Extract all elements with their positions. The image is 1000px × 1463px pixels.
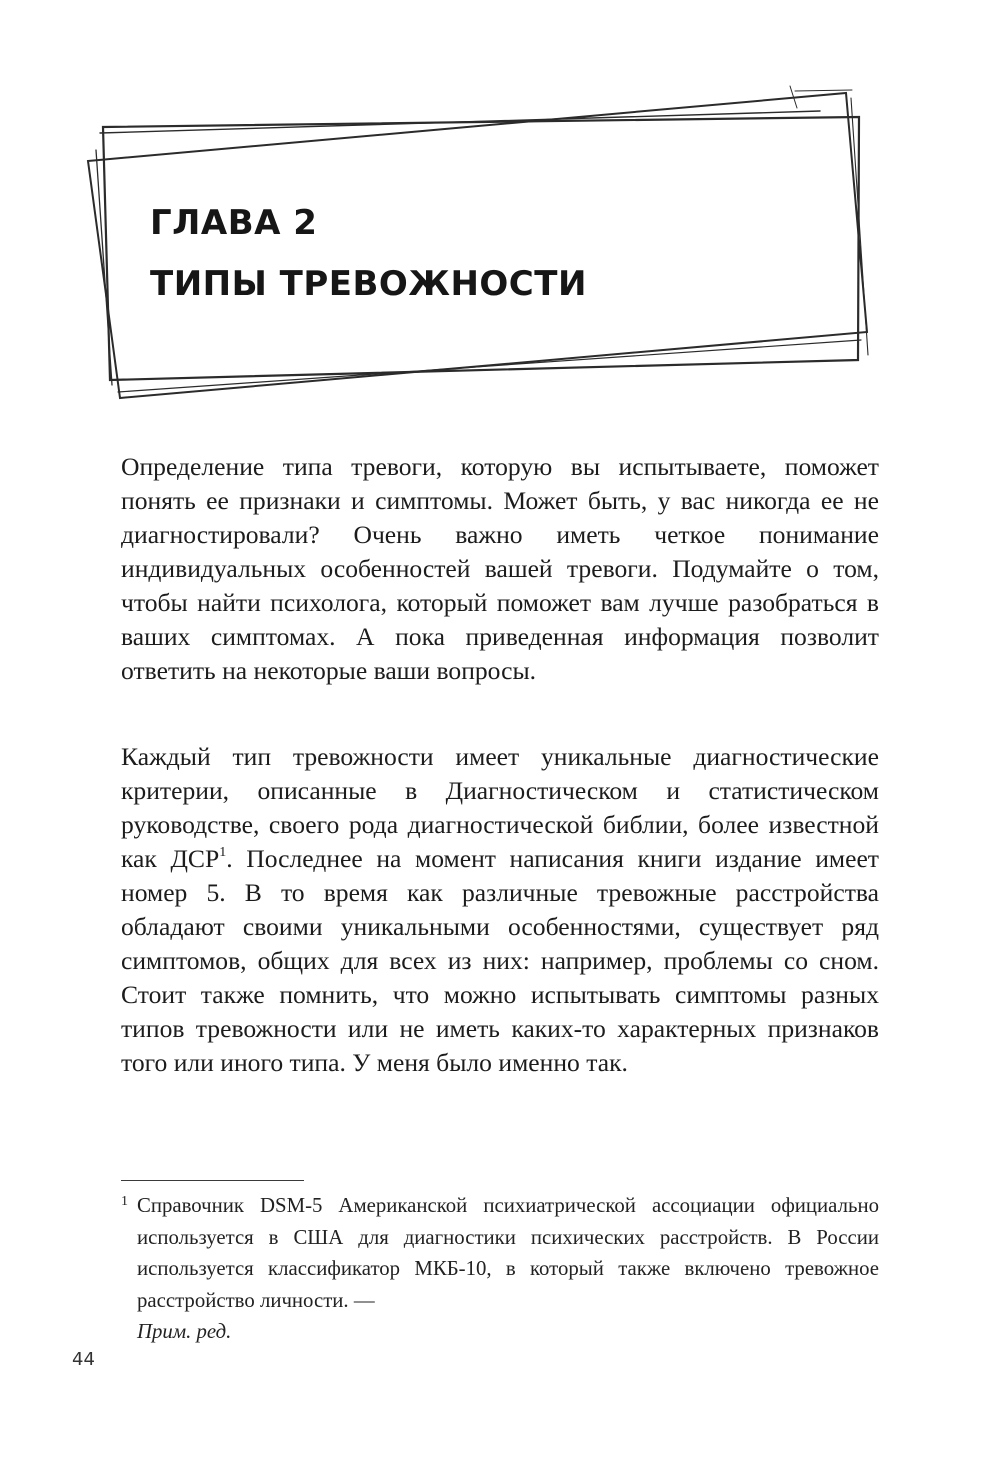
chapter-heading — [150, 193, 587, 315]
frame-stroke — [118, 340, 861, 392]
chapter-title: ТИПЫ ТРЕВОЖНОСТИ — [150, 264, 587, 304]
frame-stroke — [795, 90, 852, 91]
footnote-body — [121, 1190, 879, 1348]
footnote-marker: 1 — [121, 1194, 128, 1209]
footnote-reference: 1 — [219, 845, 227, 860]
paragraph-1: Определение типа тревоги, которую вы испытываете, поможет понять ее признаки и симптомы. Может быть, у вас никогда ее не диагностировали? Очень важно иметь четкое понимание индивидуальных особенностей вашей тревоги. Подумайте о том, чтобы найти психолога, который поможет вам лучше разобраться в ваших симптомах. А пока приведенная информация позволит ответить на некоторые ваши вопросы. — [121, 452, 879, 685]
paragraph-2-text-a: Каждый тип тревожности имеет уникальные диагностические критерии, описанные в Диагностическом и статистическом руководстве, своего рода диагностической библии, более известной как ДСР — [121, 742, 879, 873]
frame-stroke — [100, 111, 820, 133]
footnote — [121, 1190, 879, 1348]
chapter-label: ГЛАВА 2 — [150, 203, 318, 243]
footnote-editor-note: Прим. ред. — [137, 1320, 232, 1343]
footnote-divider — [121, 1180, 304, 1181]
paragraph-2-text-b: . Последнее на момент написания книги издание имеет номер 5. В то время как различные тревожные расстройства обладают своими уникальными особенностями, существует ряд симптомов, общих для всех из них: например, проблемы со сном. Стоит также помнить, что можно испытывать симптомы разных типов тревожности или не иметь каких-то характерных признаков того или иного типа. У меня было именно так. — [121, 844, 879, 1077]
footnote-text: Справочник DSM-5 Американской психиатрической ассоциации официально используется в США для диагностики психических расстройств. В России используется классификатор МКБ-10, в который также включено тревожное расстройство личности. — — [137, 1194, 879, 1312]
paragraph-2 — [121, 740, 879, 1080]
page-number: 44 — [72, 1349, 95, 1370]
